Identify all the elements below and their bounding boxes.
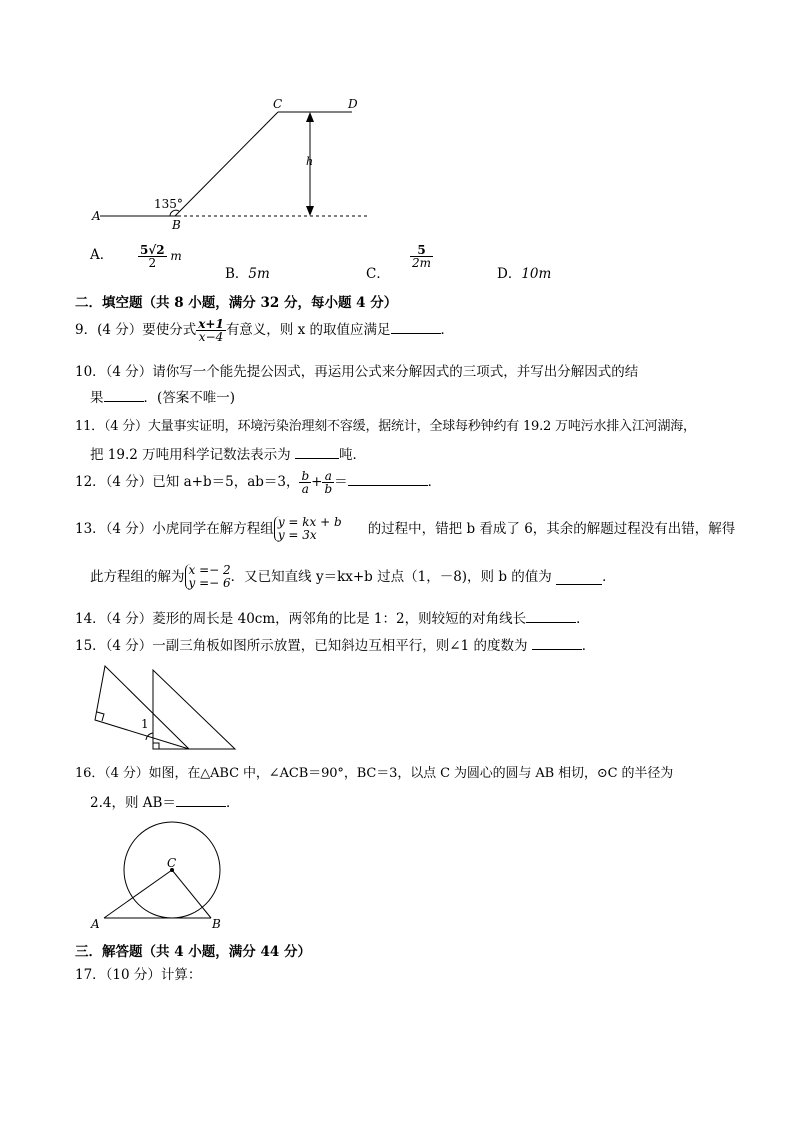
label-circle-b: B (212, 917, 221, 931)
option-c-fraction: $\frac{5}{2m}$ (412, 243, 432, 270)
label-c: C (273, 97, 283, 111)
right-angle-mark-left (97, 712, 104, 721)
question-11-line2: 把 19.2 万吨用科学记数法表示为 吨． (90, 444, 366, 464)
question-10-line2: 果 ．(答案不唯一) (90, 387, 235, 407)
question-17: 17．（10 分）计算： (75, 967, 202, 983)
question-9: 9．(4 分）要使分式 $\frac{x+1}{x-4}$ 有意义，则 x 的取值应满足 ． (75, 317, 455, 344)
q13-system: y = kx + b y = 3x (274, 516, 342, 542)
question-11-line1: 11．（4 分）大量事实证明，环境污染治理刻不容缓，据统计，全球每秒钟约有 19.2 万吨污水排入江河湖海， (75, 419, 696, 434)
triangle-right (153, 670, 235, 749)
label-a: A (92, 209, 101, 223)
triangles-figure (90, 660, 240, 755)
label-circle-c: C (167, 856, 177, 870)
answer-blank-10[interactable] (104, 387, 144, 402)
label-h: h (306, 155, 314, 168)
question-13-line1: 13．（4 分）小虎同学在解方程组 y = kx + b y = 3x 的过程中，错把 b 看成了 6，其余的解题过程没有出错，解得 (75, 515, 736, 542)
option-a: A． (90, 247, 114, 263)
answer-blank-15[interactable] (532, 635, 582, 650)
section-2-title: 二．填空题（共 8 小题，满分 32 分，每小题 4 分） (75, 295, 398, 311)
question-16-line1: 16．（4 分）如图，在△ABC 中，∠ACB＝90°，BC＝3，以点 C 为圆心的圆与 AB 相切，⊙C 的半径为 (75, 766, 674, 781)
option-b: B．5m (225, 266, 270, 282)
answer-blank-12[interactable] (348, 471, 428, 486)
arrow-up-icon (306, 112, 314, 122)
slope-figure (90, 95, 380, 235)
slope-bc (175, 112, 278, 216)
label-angle: 135° (154, 197, 183, 211)
answer-blank-13[interactable] (556, 570, 602, 585)
segment-ac (104, 870, 172, 918)
question-10-line1: 10．（4 分）请你写一个能先提公因式，再运用公式来分解因式的三项式，并写出分解因式的结 (75, 364, 639, 380)
triangle-left (95, 666, 189, 749)
question-13-line2: 此方程组的解为 x =− 2 y =− 6 ．又已知直线 y＝kx+b 过点（1，－8)，则 b 的值为 ． (90, 563, 616, 590)
question-12: 12．（4 分）已知 a+b＝5，ab＝3， $\frac{b}{a}$ + $\frac{a}{b}$ ＝ ． (75, 469, 442, 496)
segment-bc (172, 870, 211, 918)
label-b: B (172, 218, 181, 232)
question-14: 14．（4 分）菱形的周长是 40cm，两邻角的比是 1：2，则较短的对角线长 ． (75, 608, 590, 628)
arrow-down-icon (306, 206, 314, 216)
label-angle-1: 1 (141, 717, 149, 731)
answer-blank-9[interactable] (391, 319, 441, 334)
option-c: C． (366, 266, 390, 282)
question-15: 15．（4 分）一副三角板如图所示放置，已知斜边互相平行，则∠1 的度数为 ． (75, 635, 595, 655)
section-3-title: 三．解答题（共 4 小题，满分 44 分） (75, 944, 311, 960)
question-16-line2: 2.4，则 AB＝ ． (90, 792, 239, 812)
answer-blank-11[interactable] (295, 444, 339, 459)
answer-blank-14[interactable] (526, 608, 576, 623)
label-d: D (348, 97, 358, 111)
label-circle-a: A (91, 917, 100, 931)
circle-figure (88, 815, 238, 933)
q9-fraction: $\frac{x+1}{x-4}$ (198, 317, 224, 344)
option-a-fraction: $\frac{5√2}{2}$ m (140, 243, 182, 270)
right-angle-mark-right (153, 743, 159, 749)
q13-solution: x =− 2 y =− 6 (185, 564, 231, 590)
answer-blank-16[interactable] (176, 792, 226, 807)
option-d: D．10m (497, 266, 552, 282)
